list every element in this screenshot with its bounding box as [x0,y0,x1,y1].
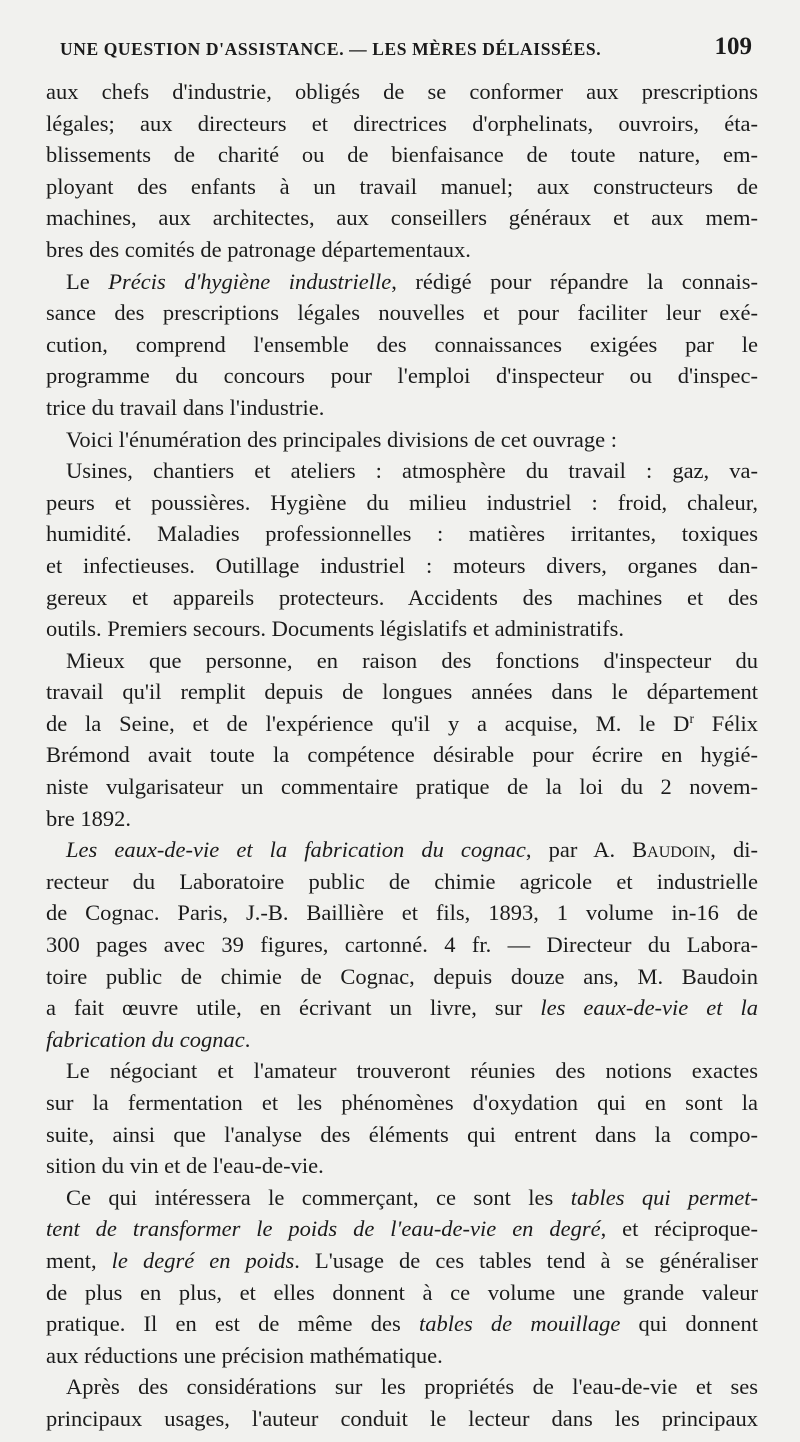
text-line [46,645,758,677]
text-line [46,1277,758,1309]
text-run: principaux usages, l'auteur conduit le lecteur dans les principaux [46,1405,758,1431]
text-line [46,1308,758,1340]
text-line [46,803,758,835]
text-run: Usines, chantiers et ateliers : atmosphère du travail : gaz, va- [66,458,758,484]
text-line [46,76,758,108]
text-line [46,897,758,929]
text-run: sur la fermentation et les phénomènes d'oxydation qui en sont la [46,1090,758,1115]
text-line [46,108,758,140]
text-line [46,1182,758,1214]
text-run: . L'usage de ces tables tend à se généraliser [294,1247,758,1273]
paragraph [46,1371,758,1434]
text-line [46,171,758,203]
paragraph [46,266,758,424]
text-run: bre 1892. [46,805,131,831]
text-line [46,834,758,866]
text-run: machines, aux architectes, aux conseillers généraux et aux mem- [46,205,758,231]
text-run: Félix [693,710,758,736]
text-run: légales; aux directeurs et directrices d'orphelinats, ouvroirs, éta- [46,110,758,136]
text-line [46,518,758,550]
text-line [46,360,758,392]
paragraph [46,76,758,266]
text-line [46,297,758,329]
paragraph [46,834,758,1055]
text-run: trice du travail dans l'industrie. [46,394,325,420]
text-line [46,708,758,740]
text-line [46,1245,758,1277]
text-run: outils. Premiers secours. Documents législatifs et administratifs. [46,616,625,642]
text-run: suite, ainsi que l'analyse des éléments qui entrent dans la compo- [46,1121,758,1147]
italic-title: fabrication du cognac [46,1026,245,1052]
text-line [46,139,758,171]
text-run: Brémond avait toute la compétence désirable pour écrire en hygié- [46,742,758,768]
text-run: bres des comités de patronage départementaux. [46,236,471,262]
text-run: Après des considérations sur les propriétés de l'eau-de-vie et ses [66,1374,758,1400]
author-name: Baudoin [632,837,711,863]
text-run: recteur du Laboratoire public de chimie agricole et industrielle [46,868,758,894]
text-line [46,1371,758,1403]
text-run: . [244,1026,251,1052]
italic-title: tent de transformer le poids de l'eau-de-vie en degré [46,1216,601,1242]
text-line [46,392,758,424]
text-line [46,329,758,361]
text-run: travail qu'il remplit depuis de longues années dans le département [46,679,758,705]
text-line [46,1150,758,1182]
text-run: Le négociant et l'amateur trouveront réunies des notions exactes [66,1058,758,1084]
text-run: de la Seine, et de l'expérience qu'il y a acquise, M. le D [46,710,690,736]
italic-title: Les eaux-de-vie et la fabrication du cognac [66,837,526,863]
paragraph [46,645,758,835]
text-line [46,1055,758,1087]
text-run: , rédigé pour répandre la connais- [391,268,758,294]
text-run: et infectieuses. Outillage industriel : moteurs divers, organes dan- [46,552,758,578]
text-run: aux réductions une précision mathématique. [46,1342,443,1368]
text-line [46,550,758,582]
paragraph [46,455,758,645]
text-line [46,992,758,1024]
italic-title: Précis d'hygiène industrielle [108,268,392,294]
text-run: niste vulgarisateur un commentaire pratique de la loi du 2 novem- [46,774,758,800]
text-line [46,1024,758,1056]
text-line [46,234,758,266]
text-run: , par A. [525,837,633,863]
superscript: r [689,710,694,726]
paragraph [46,1182,758,1372]
text-run: , di- [710,837,758,863]
text-line [46,676,758,708]
text-line [46,961,758,993]
text-run: qui donnent [620,1311,758,1337]
text-line [46,487,758,519]
text-run: Mieux que personne, en raison des fonctions d'inspecteur du [66,647,758,673]
text-line [46,1087,758,1119]
text-line [46,613,758,645]
text-line [46,582,758,614]
text-run: ployant des enfants à un travail manuel; aux constructeurs de [46,173,758,199]
text-run: peurs et poussières. Hygiène du milieu industriel : froid, chaleur, [46,489,758,515]
paragraph [46,1055,758,1181]
text-run: sance des prescriptions légales nouvelles et pour faciliter leur exé- [46,300,758,326]
text-line [46,424,758,456]
text-run: Voici l'énumération des principales divisions de cet ouvrage : [66,426,617,452]
text-line [46,929,758,961]
text-run: aux chefs d'industrie, obligés de se conformer aux prescriptions [46,79,758,104]
text-run: a fait œuvre utile, en écrivant un livre, sur [46,995,541,1021]
text-line [46,455,758,487]
text-line [46,1340,758,1372]
text-line [46,1403,758,1435]
text-line [46,739,758,771]
text-run: de plus en plus, et elles donnent à ce volume une grande valeur [46,1279,758,1305]
paragraph [46,424,758,456]
page-number: 109 [714,33,752,60]
text-run: toire public de chimie de Cognac, depuis douze ans, M. Baudoin [46,963,758,989]
text-run: 300 pages avec 39 figures, cartonné. 4 fr. — Directeur du Labora- [46,932,758,958]
text-run: de Cognac. Paris, J.-B. Baillière et fils, 1893, 1 volume in-16 de [46,900,758,926]
italic-title: tables de mouillage [418,1311,621,1337]
text-line [46,1213,758,1245]
italic-title: les eaux-de-vie et la [540,995,759,1021]
text-line [46,202,758,234]
text-line [46,866,758,898]
text-line [46,771,758,803]
text-run: cution, comprend l'ensemble des connaissances exigées par le [46,331,758,357]
running-title: UNE QUESTION D'ASSISTANCE. — LES MÈRES DÉLAISSÉES. [60,39,602,59]
text-run: Le [66,268,109,294]
text-line [46,266,758,298]
page-header [60,33,760,63]
text-run: programme du concours pour l'emploi d'inspecteur ou d'inspec- [46,363,758,389]
text-run: pratique. Il en est de même des [46,1311,419,1337]
text-run: humidité. Maladies professionnelles : matières irritantes, toxiques [46,521,758,547]
text-run: blissements de charité ou de bienfaisance de toute nature, em- [46,142,758,168]
text-run: ment, [46,1247,112,1273]
text-run: gereux et appareils protecteurs. Accidents des machines et des [46,584,758,610]
text-run: , et réciproque- [600,1216,758,1242]
text-line [46,1119,758,1151]
text-run: Ce qui intéressera le commerçant, ce sont les [66,1184,571,1210]
text-run: sition du vin et de l'eau-de-vie. [46,1153,324,1179]
body-text [46,76,758,1435]
italic-title: le degré en poids [111,1247,295,1273]
italic-title: tables qui permet- [570,1184,758,1210]
